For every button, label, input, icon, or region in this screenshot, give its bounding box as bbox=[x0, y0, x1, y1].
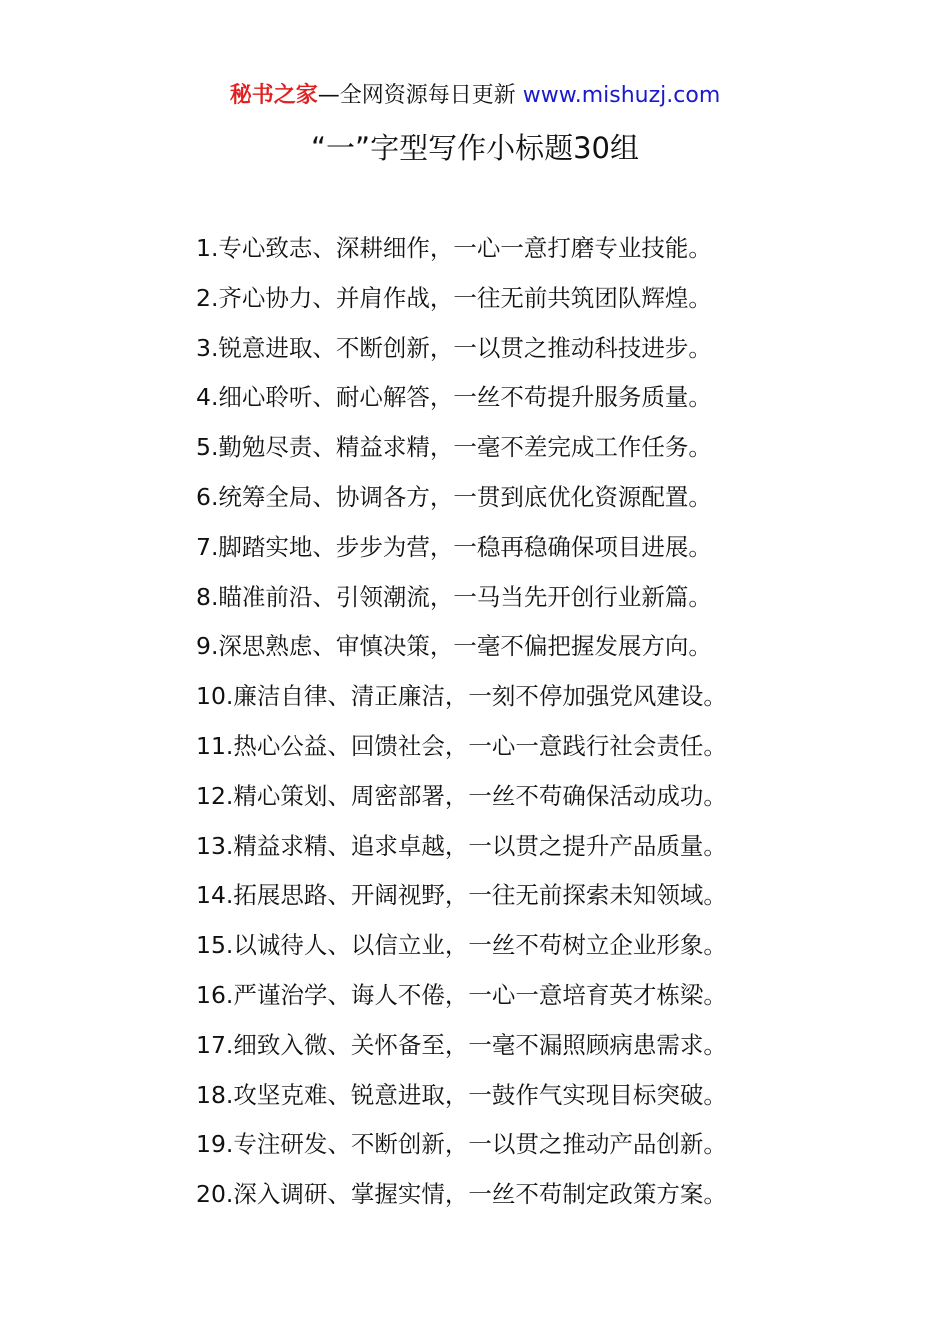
list-item: 12.精心策划、周密部署，一丝不苟确保活动成功。 bbox=[196, 781, 727, 810]
list-item: 6.统筹全局、协调各方，一贯到底优化资源配置。 bbox=[196, 482, 712, 511]
site-tagline: —全网资源每日更新 bbox=[317, 83, 516, 108]
list-item: 11.热心公益、回馈社会，一心一意践行社会责任。 bbox=[196, 731, 727, 760]
list-item: 7.脚踏实地、步步为营，一稳再稳确保项目进展。 bbox=[196, 532, 712, 561]
site-url-link[interactable]: www.mishuzj.com bbox=[522, 83, 721, 108]
document-title: “一”字型写作小标题30组 bbox=[311, 131, 639, 165]
list-item: 10.廉洁自律、清正廉洁，一刻不停加强党风建设。 bbox=[196, 682, 727, 711]
list-item: 8.瞄准前沿、引领潮流，一马当先开创行业新篇。 bbox=[196, 582, 712, 611]
list-item: 3.锐意进取、不断创新，一以贯之推动科技进步。 bbox=[196, 333, 712, 362]
list-item: 18.攻坚克难、锐意进取，一鼓作气实现目标突破。 bbox=[196, 1080, 727, 1109]
list-item: 13.精益求精、追求卓越，一以贯之提升产品质量。 bbox=[196, 831, 727, 860]
list-item: 2.齐心协力、并肩作战，一往无前共筑团队辉煌。 bbox=[196, 283, 712, 312]
list-item: 9.深思熟虑、审慎决策，一毫不偏把握发展方向。 bbox=[196, 632, 712, 661]
brand-name: 秘书之家 bbox=[229, 83, 318, 108]
list-item: 15.以诚待人、以信立业，一丝不苟树立企业形象。 bbox=[196, 931, 727, 960]
list-item: 20.深入调研、掌握实情，一丝不苟制定政策方案。 bbox=[196, 1180, 727, 1209]
list-item: 1.专心致志、深耕细作，一心一意打磨专业技能。 bbox=[196, 234, 712, 262]
list-item: 17.细致入微、关怀备至，一毫不漏照顾病患需求。 bbox=[196, 1030, 727, 1059]
list-item: 19.专注研发、不断创新，一以贯之推动产品创新。 bbox=[196, 1130, 727, 1159]
list-item: 5.勤勉尽责、精益求精，一毫不差完成工作任务。 bbox=[196, 433, 712, 462]
list-item: 16.严谨治学、诲人不倦，一心一意培育英才栋梁。 bbox=[196, 980, 727, 1009]
list-item: 14.拓展思路、开阔视野，一往无前探索未知领域。 bbox=[196, 881, 727, 910]
list-item: 4.细心聆听、耐心解答，一丝不苟提升服务质量。 bbox=[196, 383, 712, 412]
heading-list bbox=[196, 224, 727, 1220]
site-header bbox=[0, 80, 950, 112]
